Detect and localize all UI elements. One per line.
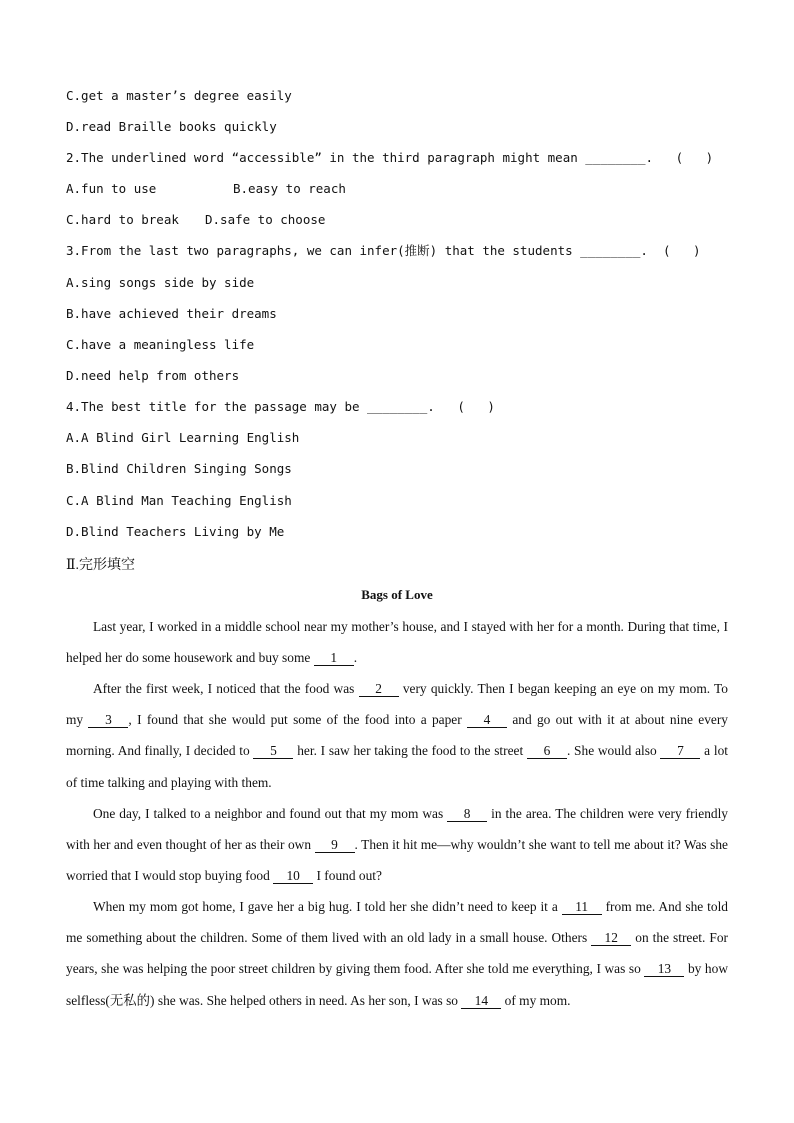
q3-option-d: D.need help from others: [66, 368, 240, 383]
passage-paragraph-2: [66, 673, 728, 798]
passage-text: her. I saw her taking the food to the street: [293, 743, 527, 759]
q4-stem: 4.The best title for the passage may be ________. ( ): [66, 399, 495, 414]
q1-option-c: C.get a master’s degree easily: [66, 88, 292, 103]
passage-text: After the first week, I noticed that the food was: [93, 681, 359, 696]
q3-option-c: C.have a meaningless life: [66, 337, 255, 352]
q4-option-b: B.Blind Children Singing Songs: [66, 461, 292, 476]
blank-12[interactable]: 12: [591, 930, 631, 946]
passage-text: and go out with it at about nine every morning. And finally, I decided to: [66, 712, 728, 759]
passage-text: When my mom got home, I gave her a big hug. I told her she didn’t need to keep it a: [93, 899, 562, 914]
passage-paragraph-3: [66, 798, 728, 892]
blank-8[interactable]: 8: [447, 806, 487, 822]
passage-text: One day, I talked to a neighbor and found out that my mom was: [93, 806, 448, 821]
q2-option-c: C.hard to break: [66, 212, 179, 227]
q2-stem: 2.The underlined word “accessible” in the third paragraph might mean ________. ( ): [66, 150, 714, 165]
blank-5[interactable]: 5: [253, 743, 293, 759]
blank-2[interactable]: 2: [359, 681, 399, 697]
blank-6[interactable]: 6: [527, 743, 567, 759]
passage-text: Last year, I worked in a middle school near my mother’s house, and I stayed with her for a month. During that time, I helped her do some housework and buy some: [66, 619, 728, 666]
passage-text: , I found that she would put some of the food into a paper: [128, 712, 468, 728]
blank-10[interactable]: 10: [273, 868, 313, 884]
q3-option-b: B.have achieved their dreams: [66, 306, 277, 321]
passage-text: . She would also: [566, 743, 661, 759]
q2-option-b: B.easy to reach: [233, 181, 346, 196]
q4-option-c: C.A Blind Man Teaching English: [66, 493, 292, 508]
passage-paragraph-4: [66, 891, 728, 1016]
passage-text: by how selfless(无私的) she was. She helped others in need. As her son, I was so: [66, 961, 728, 1008]
q2-option-d: D.safe to choose: [205, 212, 326, 227]
blank-1[interactable]: 1: [314, 650, 354, 666]
passage-paragraph-1: [66, 611, 728, 673]
passage-text: I found out?: [313, 868, 382, 884]
passage-title: Bags of Love: [361, 587, 433, 602]
passage-text: on the street. For years, she was helping the poor street children by giving them food. After she told me everything, I was so: [66, 930, 728, 977]
blank-14[interactable]: 14: [461, 993, 501, 1009]
passage-text: in the area. The children were very friendly with her and even thought of her as their own: [66, 806, 728, 853]
q3-stem: 3.From the last two paragraphs, we can infer(推断) that the students ________. ( ): [66, 243, 701, 258]
section-heading: Ⅱ.完形填空: [66, 558, 136, 573]
blank-7[interactable]: 7: [660, 743, 700, 759]
blank-4[interactable]: 4: [467, 712, 507, 728]
passage-text: . Then it hit me—why wouldn’t she want to tell me about it? Was she worried that I would stop buying food: [66, 837, 728, 884]
q2-option-a: A.fun to use: [66, 181, 157, 196]
q4-option-d: D.Blind Teachers Living by Me: [66, 524, 285, 539]
blank-11[interactable]: 11: [562, 899, 602, 915]
passage-text: from me. And she told me something about the children. Some of them lived with an old lady in a small house. Others: [66, 899, 728, 946]
passage-text: a lot of time talking and playing with them.: [66, 743, 729, 790]
q4-option-a: A.A Blind Girl Learning English: [66, 430, 300, 445]
passage-text: .: [353, 650, 358, 666]
blank-3[interactable]: 3: [88, 712, 128, 728]
passage-text: of my mom.: [501, 992, 571, 1008]
q1-option-d: D.read Braille books quickly: [66, 119, 277, 134]
q3-option-a: A.sing songs side by side: [66, 275, 255, 290]
blank-13[interactable]: 13: [644, 961, 684, 977]
blank-9[interactable]: 9: [315, 837, 355, 853]
passage-text: very quickly. Then I began keeping an eye on my mom. To my: [66, 681, 728, 728]
